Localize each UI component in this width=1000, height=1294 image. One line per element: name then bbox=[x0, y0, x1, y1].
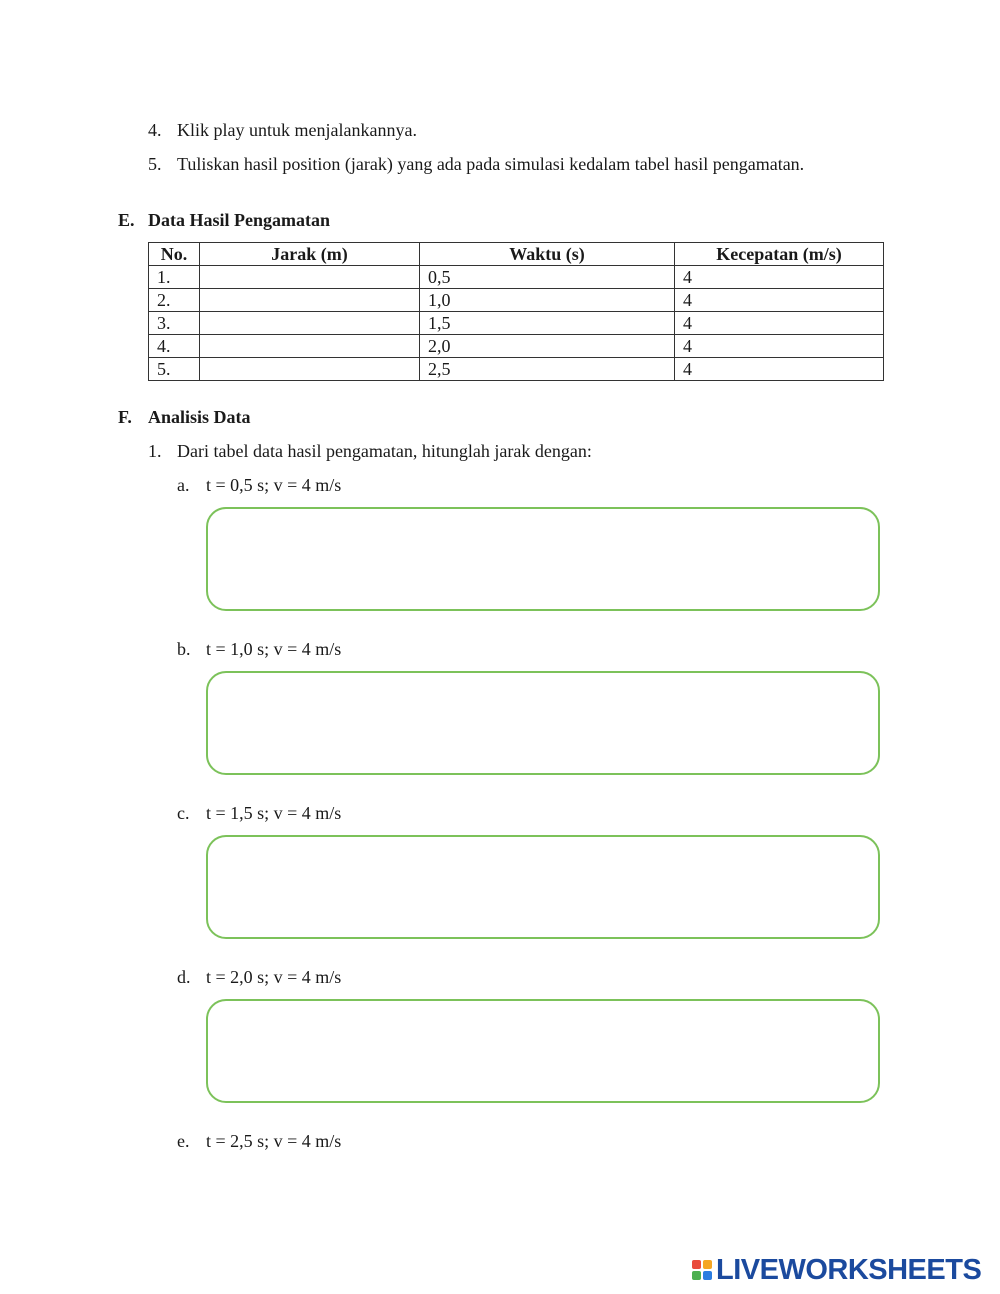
liveworksheets-logo-icon bbox=[692, 1260, 712, 1280]
section-e-title: Data Hasil Pengamatan bbox=[148, 210, 330, 230]
header-waktu: Waktu (s) bbox=[420, 243, 675, 266]
cell-no: 1. bbox=[149, 266, 200, 289]
step-5-number: 5. bbox=[148, 154, 162, 174]
step-5-text: Tuliskan hasil position (jarak) yang ada pada simulasi kedalam tabel hasil pengamatan. bbox=[177, 154, 805, 174]
header-no: No. bbox=[149, 243, 200, 266]
cell-waktu: 1,0 bbox=[420, 289, 675, 312]
logo-square-icon bbox=[692, 1271, 701, 1280]
logo-square-icon bbox=[692, 1260, 701, 1269]
item-d-letter: d. bbox=[177, 967, 191, 987]
table-row bbox=[149, 289, 884, 312]
step-4-text: Klik play untuk menjalankannya. bbox=[177, 120, 417, 140]
answer-box-a[interactable] bbox=[206, 507, 880, 611]
cell-no: 5. bbox=[149, 358, 200, 381]
cell-no: 2. bbox=[149, 289, 200, 312]
table-row bbox=[149, 335, 884, 358]
cell-waktu: 2,0 bbox=[420, 335, 675, 358]
cell-waktu: 1,5 bbox=[420, 312, 675, 335]
logo-square-icon bbox=[703, 1260, 712, 1269]
step-4-number: 4. bbox=[148, 120, 162, 140]
cell-jarak[interactable] bbox=[200, 335, 420, 358]
cell-kecepatan: 4 bbox=[675, 335, 884, 358]
cell-kecepatan: 4 bbox=[675, 266, 884, 289]
table-header-row bbox=[149, 243, 884, 266]
logo-text: LIVEWORKSHEETS bbox=[716, 1253, 982, 1286]
cell-kecepatan: 4 bbox=[675, 358, 884, 381]
item-e-text: t = 2,5 s; v = 4 m/s bbox=[206, 1131, 342, 1151]
cell-waktu: 0,5 bbox=[420, 266, 675, 289]
item-e-letter: e. bbox=[177, 1131, 190, 1151]
cell-kecepatan: 4 bbox=[675, 312, 884, 335]
cell-no: 4. bbox=[149, 335, 200, 358]
header-kecepatan: Kecepatan (m/s) bbox=[675, 243, 884, 266]
cell-jarak[interactable] bbox=[200, 266, 420, 289]
cell-waktu: 2,5 bbox=[420, 358, 675, 381]
answer-box-d[interactable] bbox=[206, 999, 880, 1103]
answer-box-c[interactable] bbox=[206, 835, 880, 939]
item-b-text: t = 1,0 s; v = 4 m/s bbox=[206, 639, 342, 659]
header-jarak: Jarak (m) bbox=[200, 243, 420, 266]
cell-no: 3. bbox=[149, 312, 200, 335]
liveworksheets-logo bbox=[692, 1254, 981, 1286]
cell-jarak[interactable] bbox=[200, 289, 420, 312]
item-d-text: t = 2,0 s; v = 4 m/s bbox=[206, 967, 342, 987]
question-1-text: Dari tabel data hasil pengamatan, hitunglah jarak dengan: bbox=[177, 441, 592, 461]
logo-square-icon bbox=[703, 1271, 712, 1280]
answer-box-b[interactable] bbox=[206, 671, 880, 775]
item-a-text: t = 0,5 s; v = 4 m/s bbox=[206, 475, 342, 495]
item-c-text: t = 1,5 s; v = 4 m/s bbox=[206, 803, 342, 823]
table-row bbox=[149, 358, 884, 381]
question-1-number: 1. bbox=[148, 441, 162, 461]
cell-kecepatan: 4 bbox=[675, 289, 884, 312]
cell-jarak[interactable] bbox=[200, 312, 420, 335]
section-f-letter: F. bbox=[118, 407, 132, 427]
table-row bbox=[149, 312, 884, 335]
item-a-letter: a. bbox=[177, 475, 190, 495]
item-c-letter: c. bbox=[177, 803, 190, 823]
table-row bbox=[149, 266, 884, 289]
section-f-title: Analisis Data bbox=[148, 407, 251, 427]
item-b-letter: b. bbox=[177, 639, 191, 659]
observation-table bbox=[148, 242, 884, 381]
cell-jarak[interactable] bbox=[200, 358, 420, 381]
section-e-letter: E. bbox=[118, 210, 135, 230]
